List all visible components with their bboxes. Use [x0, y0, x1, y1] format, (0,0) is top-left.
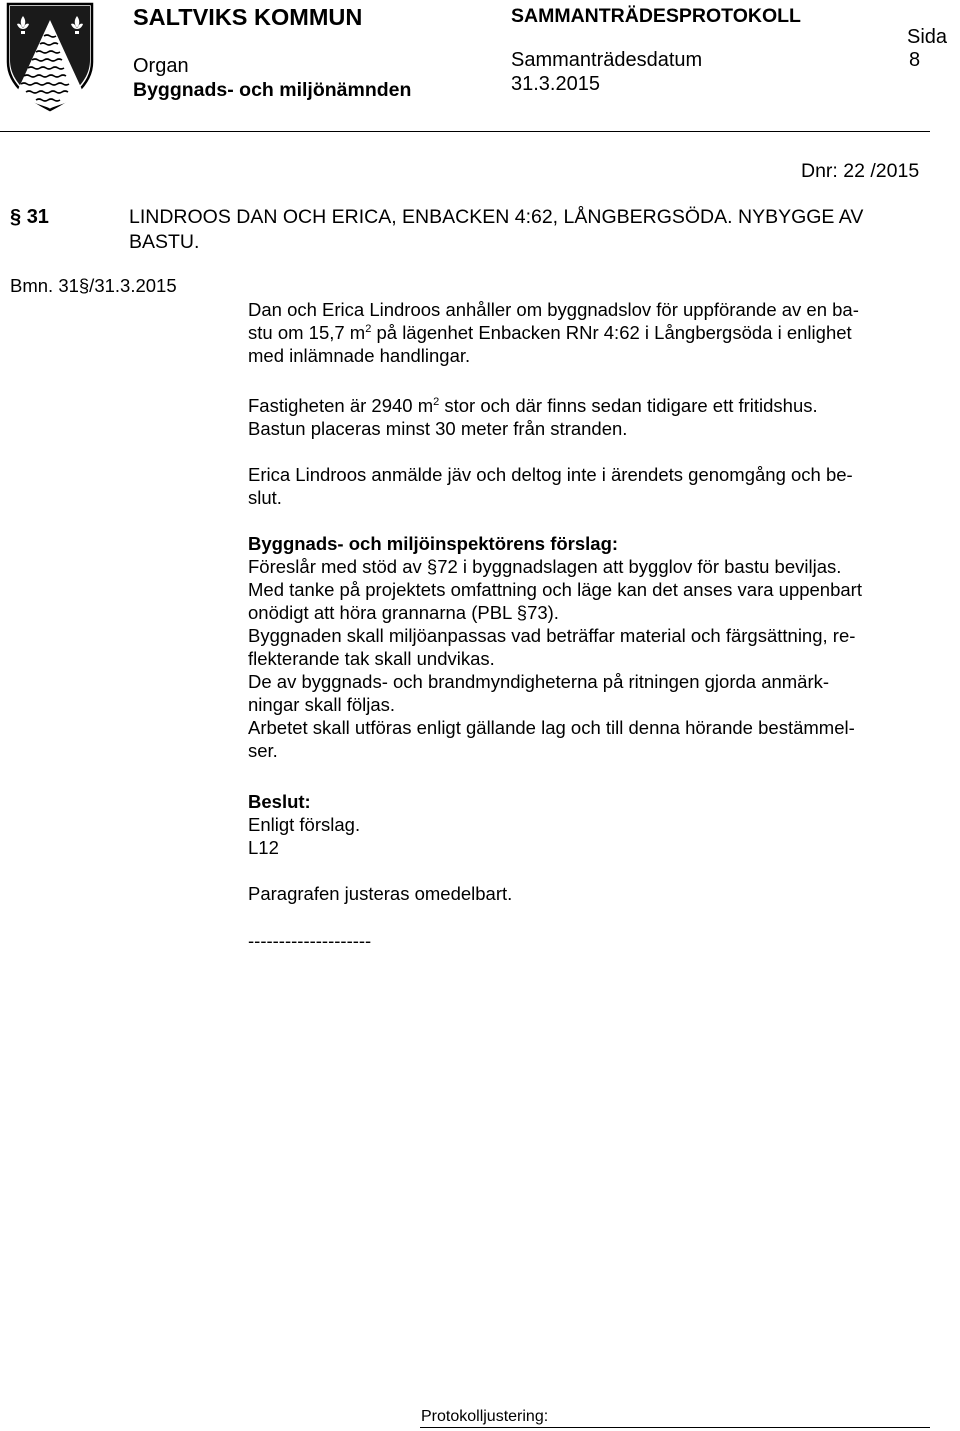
signature-line	[420, 1427, 930, 1428]
meeting-date: 31.3.2015	[511, 73, 600, 95]
proposal-line: onödigt att höra grannarna (PBL §73).	[248, 602, 559, 623]
decision-line: L12	[248, 837, 279, 858]
proposal-line: Föreslår med stöd av §72 i byggnadslagen att bygglov för bastu beviljas.	[248, 556, 842, 577]
proposal-heading: Byggnads- och miljöinspektörens förslag:	[248, 533, 619, 554]
section-title-line2: BASTU.	[129, 231, 200, 253]
decision-heading: Beslut:	[248, 791, 311, 812]
decision-line: Enligt förslag.	[248, 814, 361, 835]
diary-number: Dnr: 22 /2015	[801, 160, 920, 182]
municipality-name: SALTVIKS KOMMUN	[133, 4, 363, 30]
adjourn-statement: Paragrafen justeras omedelbart.	[248, 883, 513, 904]
signature-label: Protokolljustering:	[421, 1408, 549, 1425]
meeting-date-label: Sammanträdesdatum	[511, 49, 703, 71]
paragraph-disqualification	[248, 463, 928, 509]
decision-section	[248, 790, 928, 859]
paragraph-line: med inlämnade handlingar.	[248, 345, 471, 366]
paragraph-line	[248, 394, 928, 417]
paragraph-line: Dan och Erica Lindroos anhåller om byggnadslov för uppförande av en ba-	[248, 299, 859, 320]
separator-line: --------------------	[248, 930, 372, 951]
document-type: SAMMANTRÄDESPROTOKOLL	[511, 5, 801, 27]
section-number-value: 31	[26, 206, 49, 228]
paragraph-line	[248, 321, 928, 344]
paragraph-line: Erica Lindroos anmälde jäv och deltog inte i ärendets genomgång och be-	[248, 464, 853, 485]
organ-label: Organ	[133, 55, 189, 77]
proposal-line: ser.	[248, 740, 278, 761]
paragraph-application	[248, 298, 928, 367]
proposal-section	[248, 532, 928, 762]
organ-value: Byggnads- och miljönämnden	[133, 79, 412, 101]
proposal-line: Arbetet skall utföras enligt gällande lag och till denna hörande bestämmel-	[248, 717, 855, 738]
paragraph-property	[248, 394, 928, 440]
superscript: 2	[433, 396, 440, 408]
proposal-line: flekterande tak skall undvikas.	[248, 648, 495, 669]
municipal-coat-of-arms-icon	[6, 2, 94, 112]
section-number: § 31	[10, 206, 49, 228]
paragraph-line: Bastun placeras minst 30 meter från stranden.	[248, 418, 628, 439]
text-fragment: Fastigheten är 2940 m	[248, 395, 434, 416]
proposal-line: Byggnaden skall miljöanpassas vad beträffar material och färgsättning, re-	[248, 625, 856, 646]
text-fragment: stor och där finns sedan tidigare ett fritidshus.	[439, 395, 818, 416]
paragraph-line: slut.	[248, 487, 282, 508]
superscript: 2	[365, 323, 372, 335]
text-fragment: på lägenhet Enbacken RNr 4:62 i Långbergsöda i enlighet	[371, 322, 852, 343]
page-label: Sida	[907, 26, 948, 48]
text-fragment: stu om 15,7 m	[248, 322, 366, 343]
page-number: 8	[909, 49, 921, 71]
proposal-line: ningar skall följas.	[248, 694, 396, 715]
header-divider	[0, 131, 930, 132]
proposal-line: De av byggnads- och brandmyndigheterna på ritningen gjorda anmärk-	[248, 671, 830, 692]
proposal-line: Med tanke på projektets omfattning och läge kan det anses vara uppenbart	[248, 579, 862, 600]
section-title-line1: LINDROOS DAN OCH ERICA, ENBACKEN 4:62, LÅNGBERGSÖDA. NYBYGGE AV	[129, 206, 864, 228]
bmn-reference: Bmn. 31§/31.3.2015	[10, 275, 177, 296]
